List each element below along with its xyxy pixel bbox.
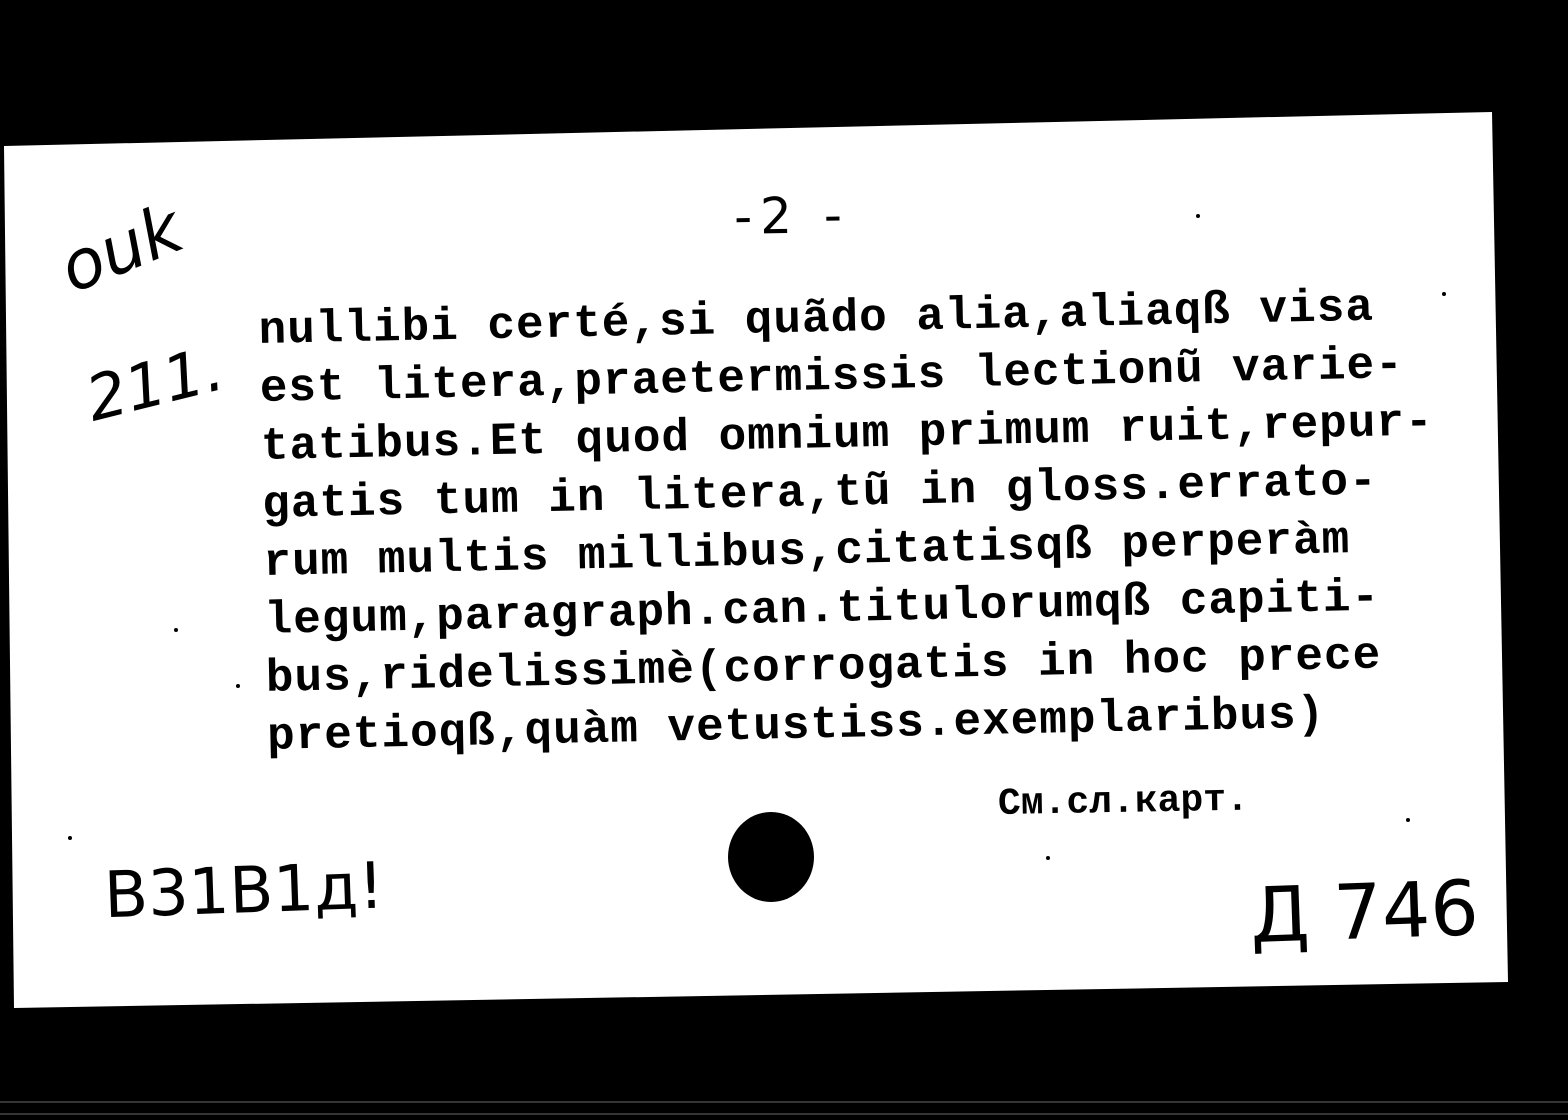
- cross-reference-note: См.сл.карт.: [997, 778, 1250, 826]
- scan-speck: [1442, 292, 1446, 296]
- handwritten-note-number: 211.: [78, 331, 231, 436]
- scan-speck: [68, 836, 72, 840]
- scan-speck: [1196, 214, 1200, 218]
- scan-speck: [174, 628, 178, 632]
- typed-line: pretioqß,quàm vetustiss.exemplaribus): [266, 688, 1326, 763]
- typed-line: nullibi certé,si quãdo alia,aliaqß visa: [258, 281, 1375, 357]
- typed-line: bus,ridelissimè(corrogatis in hoc prece: [265, 629, 1382, 705]
- handwritten-shelf-code: B31B1д!: [102, 849, 386, 934]
- typed-line: tatibus.Et quod omnium primum ruit,repur-: [260, 396, 1435, 473]
- typed-line: legum,paragraph.can.titulorumqß capiti-: [264, 571, 1381, 647]
- typed-line: est litera,praetermissis lectionũ varie-: [259, 339, 1405, 415]
- scan-speck: [1406, 818, 1410, 822]
- typed-line: rum multis millibus,citatisqß perperàm: [262, 514, 1351, 589]
- typed-line: gatis tum in litera,tũ in gloss.errato-: [261, 455, 1379, 531]
- scanner-edge-lines: [0, 1100, 1568, 1120]
- scan-speck: [1046, 856, 1050, 860]
- handwritten-call-number: Д 746: [1248, 863, 1481, 961]
- punch-hole: [728, 812, 814, 902]
- scan-speck: [236, 684, 240, 688]
- handwritten-note-top: ouk: [49, 189, 194, 310]
- typed-text-block: [258, 276, 1507, 766]
- page-number: -2 -: [733, 185, 851, 247]
